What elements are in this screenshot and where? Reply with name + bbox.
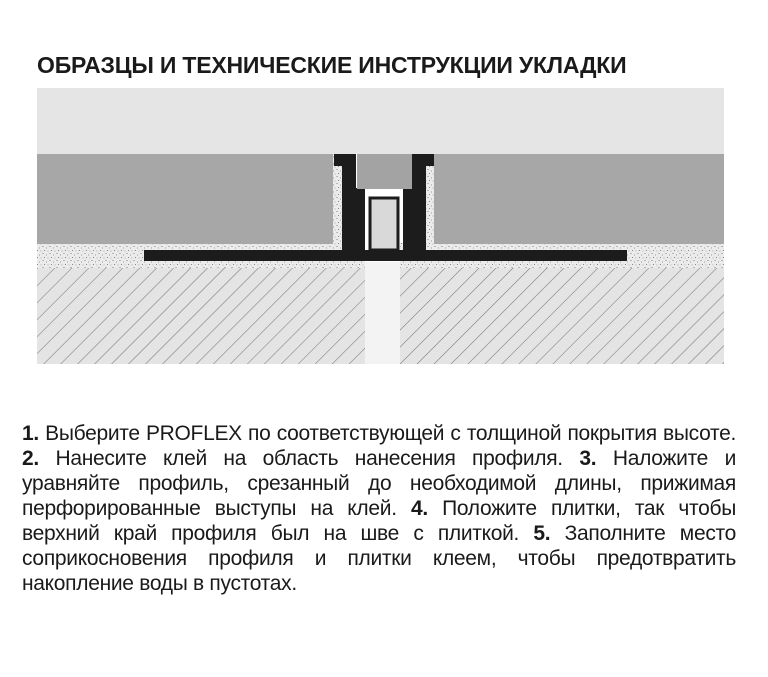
step-3-text: Наложите и уравняйте профиль, срезанный до необходимой длины, прижимая перфорированные выступы на клей. xyxy=(22,447,736,520)
installation-instructions xyxy=(22,421,736,596)
adhesive-joint-left xyxy=(332,154,343,246)
profile-insert xyxy=(357,154,412,189)
expansion-gap xyxy=(365,262,400,364)
step-5-number: 5. xyxy=(533,522,551,545)
step-5-text: Заполните место соприкосновения профиля и плитки клеем, чтобы предотвратить накопление воды в пустотах. xyxy=(22,522,736,595)
page-title: ОБРАЗЦЫ И ТЕХНИЧЕСКИЕ ИНСТРУКЦИИ УКЛАДКИ xyxy=(37,52,627,78)
step-4-text: Положите плитки, так чтобы верхний край профиля был на шве с плиткой. xyxy=(22,497,737,545)
step-1-number: 1. xyxy=(22,422,39,445)
tile-right xyxy=(434,154,724,244)
step-1-text: Выберите PROFLEX по соответствующей с толщиной покрытия высоте. xyxy=(38,422,736,445)
profile-channel xyxy=(370,198,398,250)
step-3-number: 3. xyxy=(579,447,597,470)
step-2-number: 2. xyxy=(22,447,39,470)
substrate-right xyxy=(400,268,724,364)
tile-left xyxy=(37,154,333,244)
substrate-left xyxy=(37,268,365,364)
step-4-number: 4. xyxy=(410,497,428,520)
top-band xyxy=(37,88,724,154)
step-2-text: Нанесите клей на область нанесения профиля. xyxy=(38,447,580,470)
